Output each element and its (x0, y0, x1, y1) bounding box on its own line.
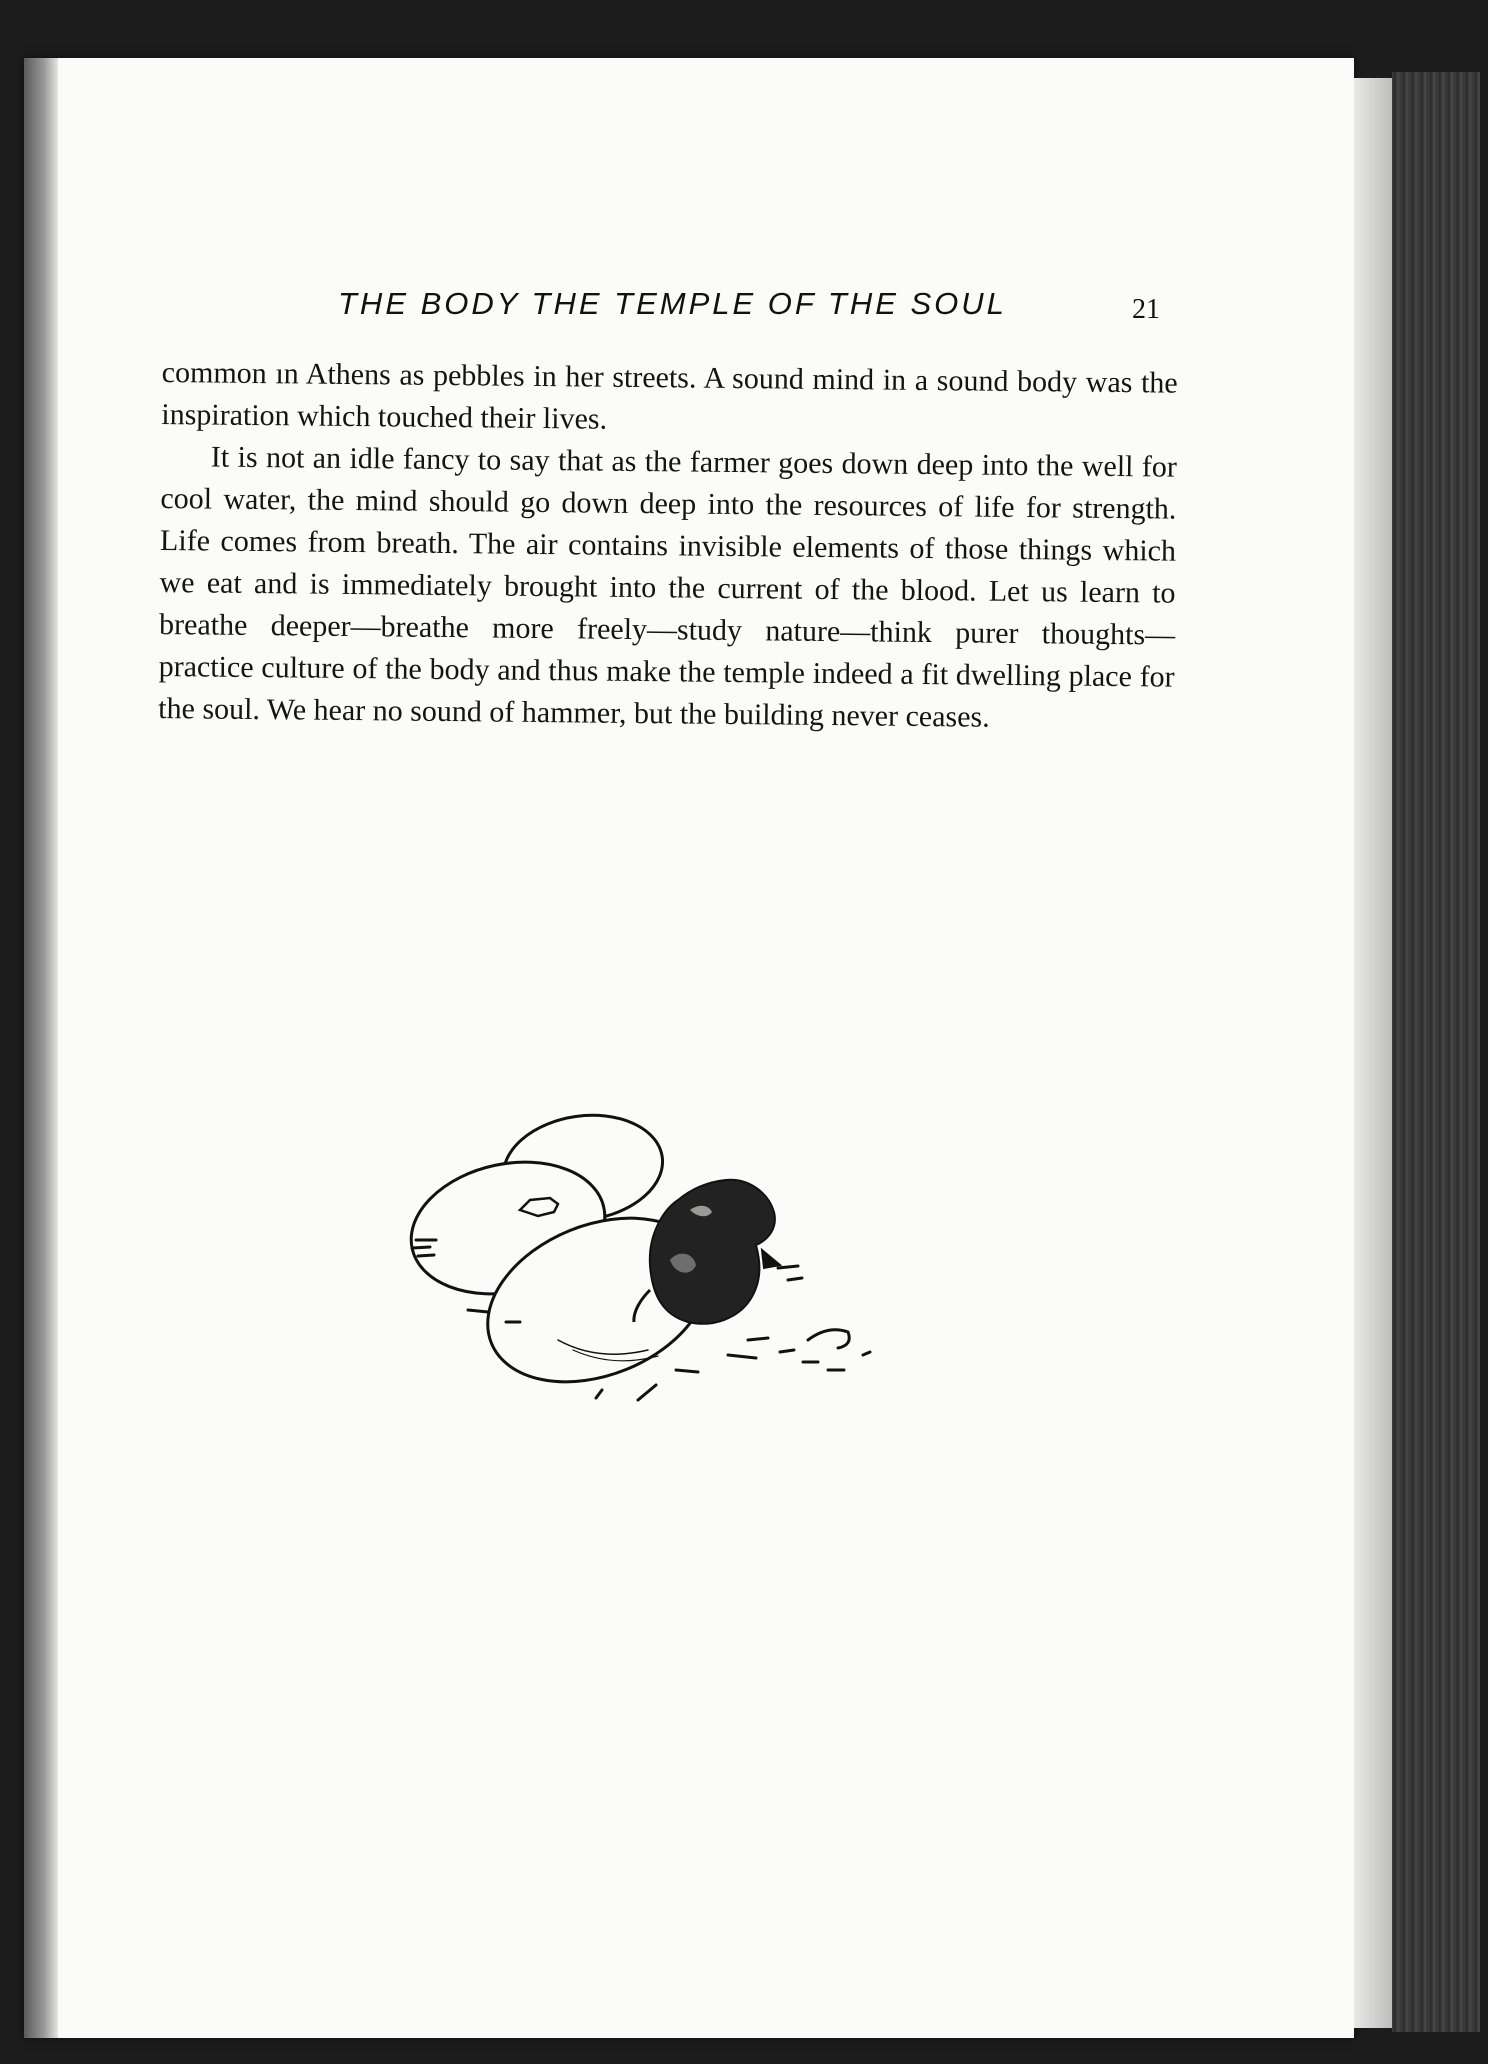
page-number: 21 (1132, 294, 1160, 325)
paragraph: common ın Athens as pebbles in her streets. A sound mind in a sound body was the inspiration which touched their lives. (161, 355, 1178, 436)
running-title: THE BODY THE TEMPLE OF THE SOUL (338, 286, 1007, 321)
chick-hatching-illustration (408, 1100, 918, 1430)
paragraph: It is not an idle fancy to say that as the farmer goes down deep into the well for cool water, the mind should go down deep into the resources of life for strength. Life comes from breath. The air contains invisible elements of those things which we eat and is immediately brought into the current of the blood. Let us learn to breathe deeper—breathe more freely—study nature—think purer thoughts—practice culture of the body and thus make the temple indeed a fit dwelling place for the soul. We hear no sound of hammer, but the building never ceases. (158, 440, 1178, 734)
book-spine (1392, 72, 1480, 2032)
page-edge (1354, 78, 1392, 2028)
page-gutter-shadow (24, 58, 58, 2038)
running-head (310, 282, 1310, 332)
body-text (158, 352, 1178, 741)
